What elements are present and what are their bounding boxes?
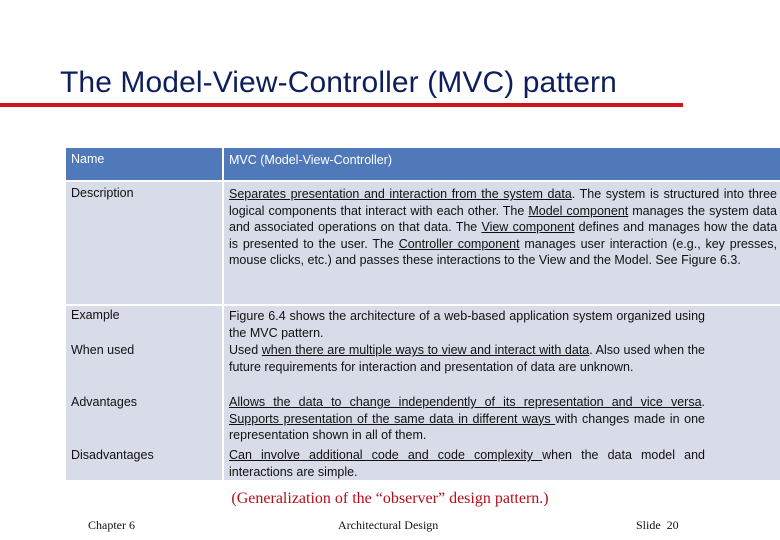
observer-note: (Generalization of the “observer” design pattern.) — [231, 490, 549, 507]
when-used-text-1: Used — [229, 343, 262, 357]
advantages-label: Advantages — [71, 395, 138, 409]
description-value-cell — [224, 182, 780, 304]
header-value-cell — [224, 148, 780, 180]
advantages-text-1: Allows the data to change independently of its representation and vice versa — [229, 395, 702, 409]
advantages-text-4: with changes made in one representation shown in all of them. — [229, 411, 705, 443]
footer-title: Architectural Design — [338, 518, 439, 532]
model-component-term: Model component — [528, 203, 629, 218]
controller-component-term: Controller component — [398, 236, 520, 251]
description-text-3: manages the system data and associated operations on that data. The — [229, 203, 777, 235]
advantages-text-2: . — [701, 395, 705, 409]
disadvantages-label: Disadvantages — [71, 448, 154, 462]
example-label: Example — [71, 308, 120, 322]
disadvantages-text-1: Can involve additional code and code complexity — [229, 448, 543, 462]
description-text-1: Separates presentation and interaction from the system data — [229, 187, 572, 201]
description-label: Description — [71, 186, 134, 200]
description-text-2: . The system is structured into three logical components that interact with each other. The — [229, 187, 777, 218]
when-used-value — [229, 342, 705, 375]
example-value — [229, 308, 705, 341]
description-label-cell — [66, 182, 222, 304]
advantages-value — [229, 394, 705, 444]
header-value: MVC (Model-View-Controller) — [229, 153, 393, 167]
title-underline — [0, 103, 683, 107]
when-used-text-2: when there are multiple ways to view and interact with data — [261, 343, 590, 357]
slide-title: The Model-View-Controller (MVC) pattern — [60, 66, 617, 99]
disadvantages-value — [229, 447, 705, 480]
footer-slide-number: Slide 20 — [636, 518, 679, 532]
footer-chapter: Chapter 6 — [88, 518, 135, 532]
disadvantages-text-2: when the data model and interactions are simple. — [229, 448, 705, 479]
description-text-5: manages user interaction (e.g., key presses, mouse clicks, etc.) and passes these interactions to the View and the Model. See Figure 6.3. — [229, 236, 777, 268]
description-text-4: defines and manages how the data is presented to the user. The — [229, 220, 778, 251]
advantages-text-3: Supports presentation of the same data in different ways — [229, 411, 556, 426]
header-label: Name — [71, 152, 105, 166]
when-used-text-3: . Also used when the future requirements for interaction and presentation of data are unknown. — [229, 343, 706, 374]
header-label-cell — [66, 148, 222, 180]
when-used-label: When used — [71, 343, 135, 357]
view-component-term: View component — [481, 220, 575, 235]
example-text: Figure 6.4 shows the architecture of a web-based application system organized using the MVC pattern. — [229, 309, 705, 340]
